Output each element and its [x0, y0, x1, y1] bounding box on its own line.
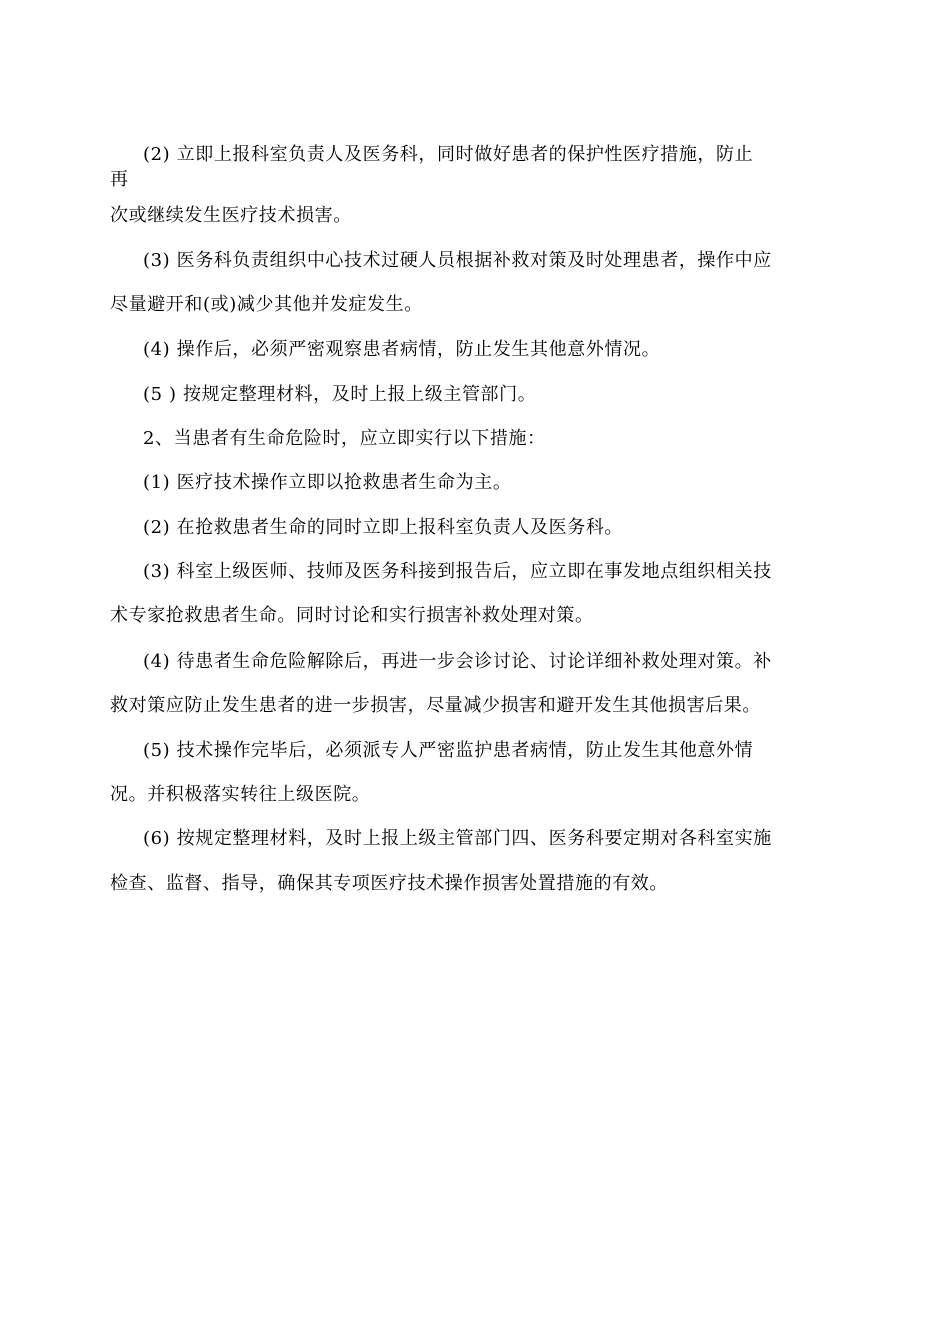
paragraph-line: (2) 立即上报科室负责人及医务科，同时做好患者的保护性医疗措施，防止	[143, 144, 754, 165]
paragraph-line: (6) 按规定整理材料，及时上报上级主管部门四、医务科要定期对各科室实施	[143, 828, 772, 849]
paragraph-line: 再	[110, 169, 129, 190]
paragraph-line: (5) 技术操作完毕后，必须派专人严密监护患者病情，防止发生其他意外情	[143, 740, 754, 761]
paragraph-line: 尽量避开和(或)减少其他并发症发生。	[110, 294, 423, 315]
paragraph-line: 检查、监督、指导，确保其专项医疗技术操作损害处置措施的有效。	[110, 873, 668, 894]
paragraph-line: (1) 医疗技术操作立即以抢救患者生命为主。	[143, 472, 512, 493]
paragraph-line: (2) 在抢救患者生命的同时立即上报科室负责人及医务科。	[143, 517, 624, 538]
paragraph-line: (4) 操作后，必须严密观察患者病情，防止发生其他意外情况。	[143, 339, 661, 360]
paragraph-line: 况。并积极落实转往上级医院。	[110, 784, 371, 805]
paragraph-line: (5 ) 按规定整理材料，及时上报上级主管部门。	[143, 384, 537, 405]
paragraph-line: (4) 待患者生命危险解除后，再进一步会诊讨论、讨论详细补救处理对策。补	[143, 651, 772, 672]
paragraph-line: 2、当患者有生命危险时，应立即实行以下措施：	[143, 428, 546, 449]
paragraph-line: (3) 科室上级医师、技师及医务科接到报告后，应立即在事发地点组织相关技	[143, 561, 772, 582]
paragraph-line: (3) 医务科负责组织中心技术过硬人员根据补救对策及时处理患者，操作中应	[143, 250, 772, 271]
paragraph-line: 次或继续发生医疗技术损害。	[110, 205, 352, 226]
paragraph-line: 救对策应防止发生患者的进一步损害，尽量减少损害和避开发生其他损害后果。	[110, 695, 761, 716]
paragraph-line: 术专家抢救患者生命。同时讨论和实行损害补救处理对策。	[110, 605, 594, 626]
